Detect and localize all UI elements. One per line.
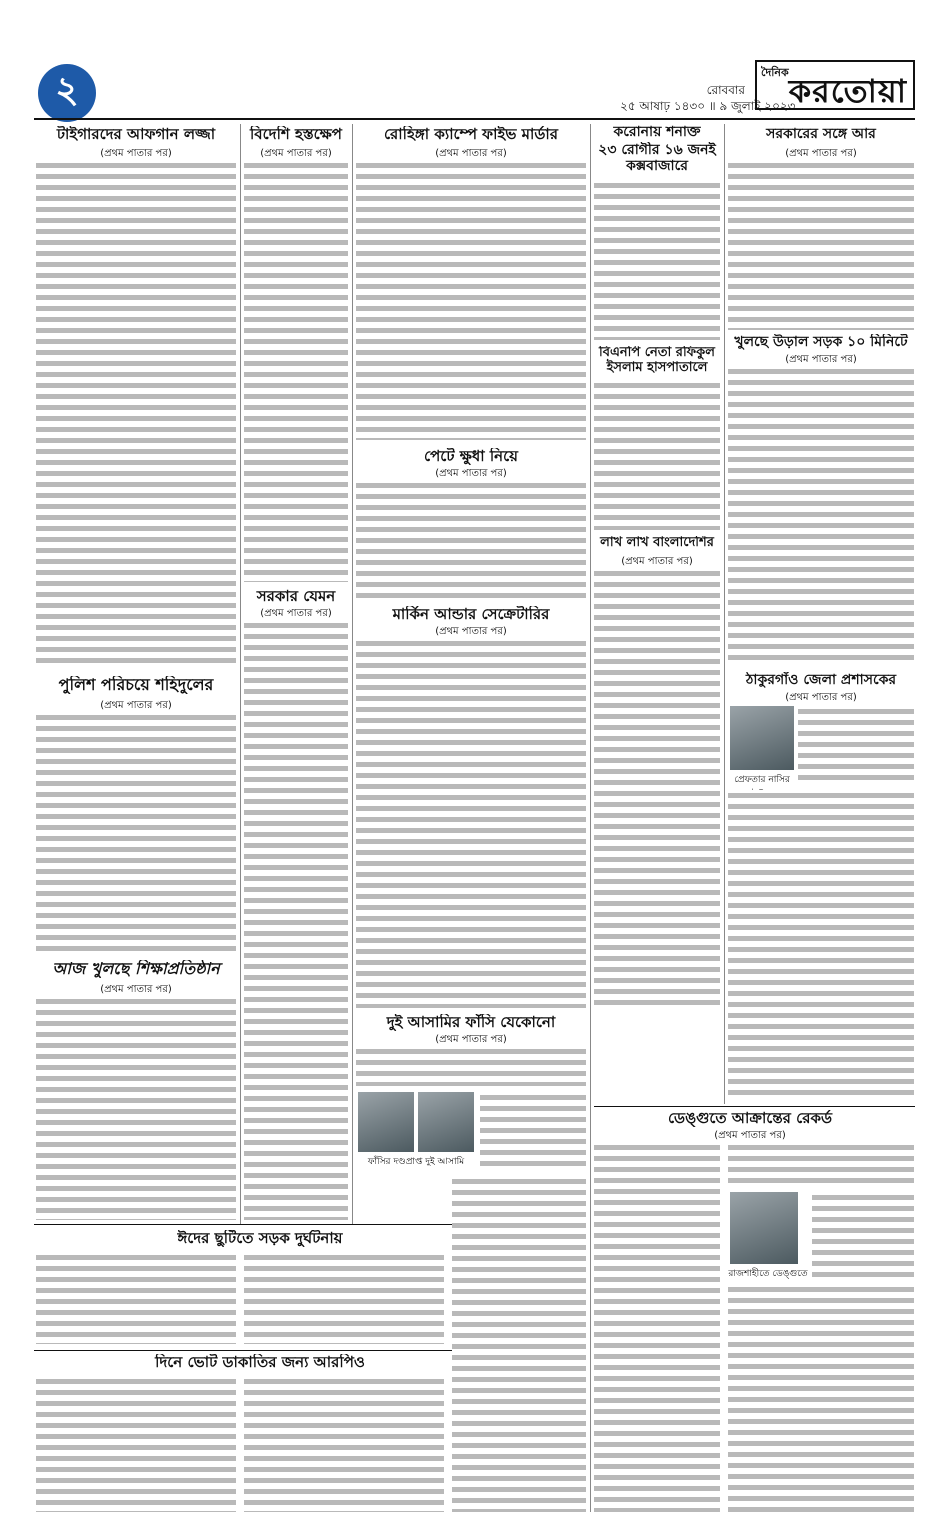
- article-thakurgaon: [728, 790, 914, 1100]
- cont-label: (প্রথম পাতার পর): [714, 1130, 786, 1141]
- article-bnp: [594, 380, 720, 530]
- column-divider: [724, 124, 725, 1104]
- caption-death: ফাঁসির দণ্ডপ্রাপ্ত দুই আসামি: [367, 1157, 465, 1167]
- article-death-lead: [356, 1046, 586, 1086]
- article-rohingya: [356, 160, 586, 440]
- section-rule: [34, 1224, 454, 1225]
- masthead-prefix: দৈনিক: [761, 66, 789, 79]
- cont-label: (প্রথম পাতার পর): [100, 148, 172, 159]
- cont-label: (প্রথম পাতার পর): [435, 468, 507, 479]
- headline-police: পুলিশ পরিচয়ে শহিদুলের: [58, 676, 214, 694]
- article-dengue-a: [594, 1142, 720, 1512]
- article-thakurgaon-side: [798, 706, 914, 786]
- day-label: রোববার: [706, 83, 745, 97]
- page-number-badge: ২: [38, 64, 96, 122]
- masthead-title: করতোয়া: [788, 72, 907, 110]
- article-vote-govt: [244, 620, 348, 1220]
- caption-dengue: রাজশাহীতে ডেঙ্গুতে: [728, 1269, 808, 1279]
- cont-label: (প্রথম পাতার পর): [100, 984, 172, 995]
- headline-eid-road: ঈদের ছুটিতে সড়ক দুর্ঘটনায়: [177, 1230, 343, 1247]
- column-divider: [352, 124, 353, 1224]
- article-corona: [594, 180, 720, 340]
- article-death-body: [452, 1176, 586, 1512]
- headline-interference: বিদেশি হস্তক্ষেপ: [250, 126, 342, 143]
- cont-label: (প্রথম পাতার পর): [435, 626, 507, 637]
- headline-tigers: টাইগারদের আফগান লজ্জা: [56, 126, 216, 143]
- cont-label: (প্রথম পাতার পর): [100, 700, 172, 711]
- headline-death: দুই আসামির ফাঁসি যেকোনো: [386, 1014, 556, 1031]
- headline-road: খুলছে উড়াল সড়ক ১০ মিনিটে: [734, 334, 908, 350]
- cont-label: (প্রথম পাতার পর): [435, 148, 507, 159]
- article-govt: [728, 160, 914, 330]
- photo-accused: [730, 706, 794, 770]
- article-dengue-c: [728, 1284, 914, 1512]
- cont-label: (প্রথম পাতার পর): [435, 1034, 507, 1045]
- headline-us: মার্কিন আন্ডার সেক্রেটারির: [392, 606, 550, 623]
- caption-thakur: প্রেফতার নাসির: [734, 775, 790, 785]
- photo-convict-2: [418, 1092, 474, 1152]
- article-dengue-side: [812, 1192, 914, 1278]
- article-tigers: [36, 160, 236, 668]
- article-edu: [36, 996, 236, 1220]
- section-rule: [594, 1106, 915, 1107]
- photo-dengue-victim: [730, 1192, 798, 1264]
- article-dengue-b: [728, 1142, 914, 1188]
- article-us: [356, 638, 586, 1008]
- article-lakh: [594, 568, 720, 1008]
- cont-label: (প্রথম পাতার পর): [785, 354, 857, 365]
- headline-vote-robbery: দিনে ভোট ডাকাতির জন্য আরপিও: [155, 1354, 365, 1371]
- headline-corona-2: ২৩ রোগীর ১৬ জনই কক্সবাজারে: [598, 142, 716, 175]
- headline-rohingya: রোহিঙ্গা ক্যাম্পে ফাইভ মার্ডার: [383, 126, 559, 143]
- cont-label: (প্রথম পাতার পর): [260, 148, 332, 159]
- headline-lakh: লাখ লাখ বাংলাদেশির: [600, 536, 714, 550]
- article-hunger: [356, 480, 586, 600]
- cont-label: (প্রথম পাতার পর): [785, 692, 857, 703]
- cont-label: (প্রথম পাতার পর): [785, 148, 857, 159]
- article-vote-robbery-b: [244, 1376, 444, 1512]
- headline-govt: সরকারের সঙ্গে আর: [766, 126, 876, 142]
- article-police: [36, 712, 236, 952]
- headline-edu: আজ খুলছে শিক্ষাপ্রতিষ্ঠান: [52, 960, 220, 978]
- article-interference: [244, 160, 348, 582]
- headline-vote-govt: সরকার যেমন: [256, 588, 336, 605]
- cont-label: (প্রথম পাতার পর): [260, 608, 332, 619]
- photo-convict-1: [358, 1092, 414, 1152]
- top-rule: [34, 118, 915, 120]
- cont-label: (প্রথম পাতার পর): [621, 556, 693, 567]
- newspaper-masthead: [755, 60, 915, 110]
- headline-hunger: পেটে ক্ষুধা নিয়ে: [424, 448, 518, 465]
- section-rule: [34, 1350, 454, 1351]
- column-divider: [590, 124, 591, 1512]
- article-vote-robbery-a: [36, 1376, 236, 1512]
- column-divider: [240, 124, 241, 1224]
- article-death-side: [480, 1092, 586, 1168]
- article-eid-road-b: [244, 1252, 444, 1344]
- headline-corona-1: করোনায় শনাক্ত: [613, 124, 701, 140]
- headline-dengue: ডেঙ্গুতে আক্রান্তের রেকর্ড: [667, 1110, 833, 1127]
- headline-thakurgaon: ঠাকুরগাঁও জেলা প্রশাসকের: [745, 672, 897, 688]
- date-label: ২৫ আষাঢ় ১৪৩০ ॥ ৯ জুলাই ২০২৩: [620, 99, 796, 113]
- article-road: [728, 366, 914, 666]
- headline-bnp: বিএনপি নেতা রফিকুল ইসলাম হাসপাতালে: [599, 346, 715, 375]
- article-eid-road-a: [36, 1252, 236, 1344]
